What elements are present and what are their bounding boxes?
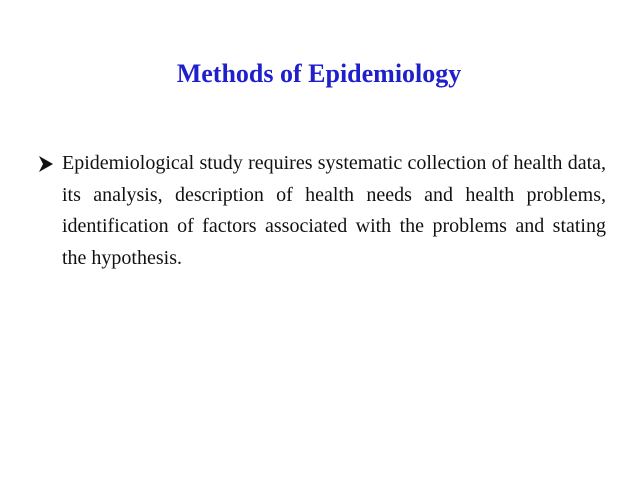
arrowhead-bullet-icon (38, 148, 56, 180)
bullet-text: Epidemiological study requires systematic collection of health data, its analysis, description of health needs and health problems, identification of factors associated with the problems and stating the hypothesis. (62, 152, 606, 269)
bullet-list (38, 148, 606, 274)
bullet-item (38, 148, 606, 274)
slide-title: Methods of Epidemiology (176, 59, 462, 88)
